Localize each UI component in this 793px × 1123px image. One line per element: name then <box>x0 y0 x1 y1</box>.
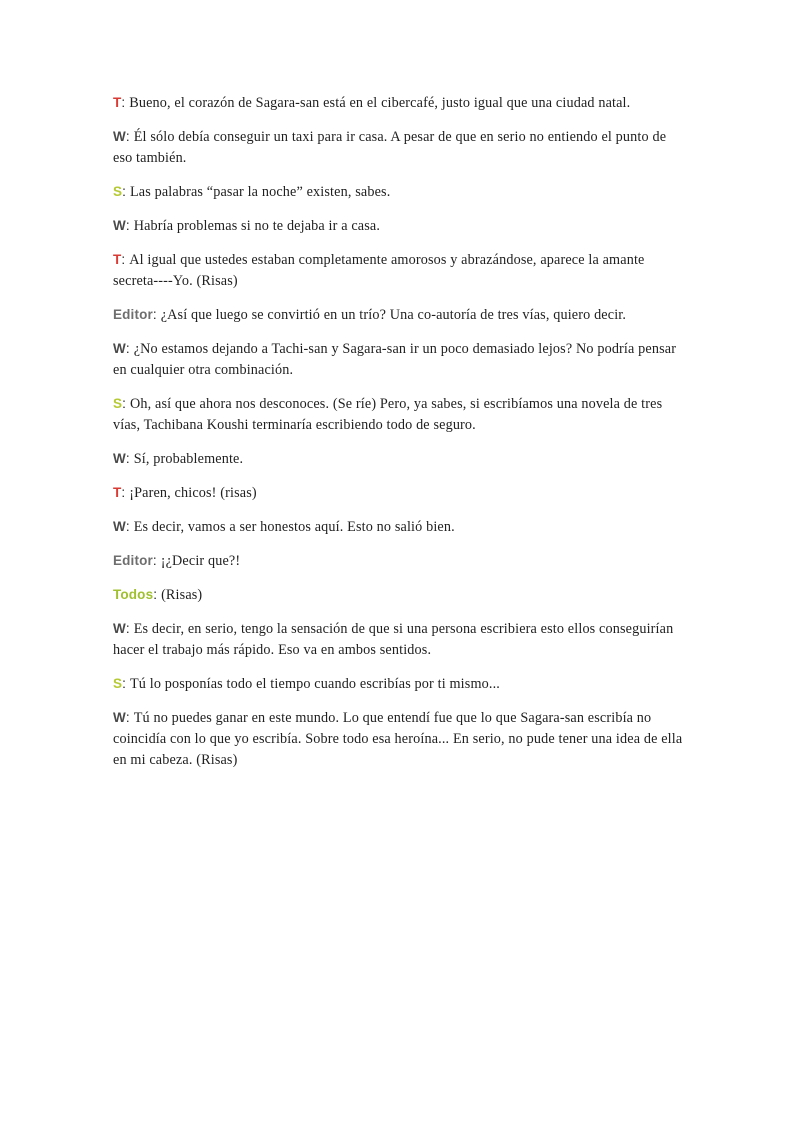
dialogue-text: Las palabras “pasar la noche” existen, sabes. <box>129 184 391 200</box>
speaker-label: S <box>113 676 123 691</box>
speaker-separator: : <box>125 621 134 636</box>
speaker-separator: : <box>121 485 130 500</box>
dialogue-text: Es decir, en serio, tengo la sensación de que si una persona escribiera esto ellos conseguirían hacer el trabajo más rápido. Eso va en ambos sentidos. <box>113 621 674 658</box>
speaker-separator: : <box>122 676 130 691</box>
dialogue-line <box>113 249 685 292</box>
speaker-label: T <box>113 252 122 267</box>
speaker-separator: : <box>125 218 134 233</box>
speaker-label: T <box>113 95 122 110</box>
speaker-label: W <box>113 710 126 725</box>
speaker-separator: : <box>122 184 130 199</box>
speaker-separator: : <box>121 252 130 267</box>
speaker-label: S <box>113 184 123 199</box>
dialogue-text: ¡Paren, chicos! (risas) <box>129 485 257 501</box>
speaker-separator: : <box>152 553 161 568</box>
speaker-label: Editor <box>113 553 153 568</box>
dialogue-line <box>113 126 685 169</box>
dialogue-line <box>113 516 685 538</box>
speaker-label: W <box>113 451 126 466</box>
speaker-separator: : <box>125 129 134 144</box>
speaker-label: Todos <box>113 587 154 602</box>
speaker-separator: : <box>121 95 130 110</box>
dialogue-text: Tú no puedes ganar en este mundo. Lo que entendí fue que lo que Sagara-san escribía no coincidía con lo que yo escribía. Sobre todo esa heroína... En serio, no pude tener una idea de ella en mi cabeza. (Risas) <box>113 710 683 768</box>
dialogue-line <box>113 584 685 606</box>
dialogue-text: Él sólo debía conseguir un taxi para ir casa. A pesar de que en serio no entiendo el punto de eso también. <box>113 129 667 166</box>
dialogue-text: ¿Así que luego se convirtió en un trío? Una co-autoría de tres vías, quiero decir. <box>160 307 627 323</box>
speaker-separator: : <box>125 341 134 356</box>
speaker-separator: : <box>122 396 130 411</box>
dialogue-line <box>113 550 685 572</box>
speaker-label: T <box>113 485 122 500</box>
dialogue-text: Al igual que ustedes estaban completamente amorosos y abrazándose, aparece la amante secreta----Yo. (Risas) <box>113 252 645 289</box>
dialogue-line <box>113 482 685 504</box>
dialogue-text: Es decir, vamos a ser honestos aquí. Esto no salió bien. <box>133 519 455 535</box>
speaker-separator: : <box>152 307 161 322</box>
dialogue-line <box>113 338 685 381</box>
speaker-label: W <box>113 519 126 534</box>
speaker-label: W <box>113 341 126 356</box>
speaker-label: W <box>113 621 126 636</box>
transcript <box>113 92 685 783</box>
dialogue-text: (Risas) <box>161 587 203 603</box>
dialogue-line <box>113 707 685 771</box>
dialogue-text: Oh, así que ahora nos desconoces. (Se ríe) Pero, ya sabes, si escribíamos una novela de tres vías, Tachibana Koushi terminaría escribiendo todo de seguro. <box>113 396 663 433</box>
speaker-label: S <box>113 396 123 411</box>
dialogue-line <box>113 448 685 470</box>
dialogue-text: ¡¿Decir que?! <box>160 553 241 569</box>
speaker-separator: : <box>125 519 134 534</box>
dialogue-line <box>113 393 685 436</box>
dialogue-text: Tú lo posponías todo el tiempo cuando escribías por ti mismo... <box>129 676 500 692</box>
speaker-label: W <box>113 129 126 144</box>
dialogue-line <box>113 304 685 326</box>
dialogue-line <box>113 215 685 237</box>
dialogue-line <box>113 92 685 114</box>
speaker-separator: : <box>125 710 134 725</box>
dialogue-line <box>113 673 685 695</box>
dialogue-text: ¿No estamos dejando a Tachi-san y Sagara-san ir un poco demasiado lejos? No podría pensar en cualquier otra combinación. <box>113 341 677 378</box>
dialogue-text: Habría problemas si no te dejaba ir a casa. <box>133 218 381 234</box>
dialogue-line <box>113 181 685 203</box>
dialogue-line <box>113 618 685 661</box>
speaker-separator: : <box>153 587 162 602</box>
speaker-label: W <box>113 218 126 233</box>
speaker-separator: : <box>125 451 134 466</box>
dialogue-text: Bueno, el corazón de Sagara-san está en el cibercafé, justo igual que una ciudad natal. <box>129 95 631 111</box>
speaker-label: Editor <box>113 307 153 322</box>
dialogue-text: Sí, probablemente. <box>133 451 244 467</box>
